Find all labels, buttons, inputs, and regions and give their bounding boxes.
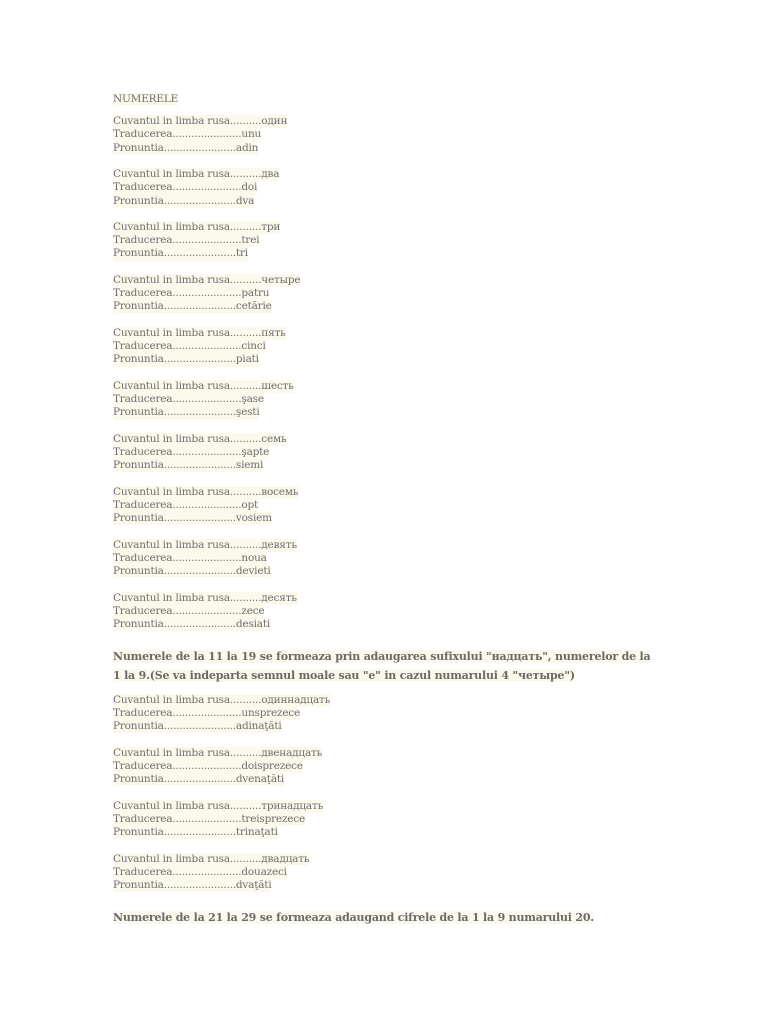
pronunciation-line: [113, 826, 278, 839]
translation-line: [113, 552, 267, 565]
translation-line-value: unu: [241, 128, 262, 141]
word-line: [113, 221, 280, 234]
word-line: [113, 327, 286, 340]
translation-line-label: Traducerea......................: [113, 865, 242, 878]
translation-line-label: Traducerea......................: [113, 604, 242, 617]
translation-line: [113, 446, 269, 459]
pronunciation-line-label: Pronuntia.......................: [113, 618, 236, 631]
pronunciation-line: [113, 195, 254, 208]
translation-line-label: Traducerea......................: [113, 812, 242, 825]
number-entry: [113, 694, 673, 734]
word-line-label: Cuvantul in limba rusa..........: [113, 693, 262, 706]
word-line: [113, 747, 322, 760]
pronunciation-line: [113, 512, 272, 525]
word-line-label: Cuvantul in limba rusa..........: [113, 485, 262, 498]
word-line-value: пять: [261, 327, 286, 339]
translation-line: [113, 287, 269, 300]
word-line-label: Cuvantul in limba rusa..........: [113, 274, 262, 287]
translation-line-value: opt: [241, 499, 259, 512]
note-11-19-container: [113, 645, 658, 683]
translation-line-label: Traducerea......................: [113, 759, 242, 772]
note-11-19: Numerele de la 11 la 19 se formeaza prin adaugarea sufixului "надцать", numerelor de la 1 la 9.(Se va indeparta semnul moale sau "e" in cazul numarului 4 "четыре"): [113, 649, 651, 682]
word-line: [113, 380, 294, 393]
word-line: [113, 168, 279, 181]
translation-line: [113, 234, 259, 247]
pronunciation-line-value: desiati: [235, 618, 271, 631]
pronunciation-line-value: tri: [235, 247, 248, 260]
pronunciation-line: [113, 879, 271, 892]
pronunciation-line-value: dva: [235, 194, 255, 207]
translation-line-label: Traducerea......................: [113, 393, 242, 406]
pronunciation-line-label: Pronuntia.......................: [113, 720, 236, 733]
word-line: [113, 694, 330, 707]
pronunciation-line: [113, 720, 282, 733]
note-21-29-container: [113, 906, 673, 925]
word-line-value: одиннадцать: [261, 693, 331, 706]
word-line-label: Cuvantul in limba rusa..........: [113, 168, 262, 181]
pronunciation-line-label: Pronuntia.......................: [113, 406, 236, 419]
pronunciation-line: [113, 773, 284, 786]
pronunciation-line-label: Pronuntia.......................: [113, 826, 236, 838]
pronunciation-line: [113, 459, 263, 472]
number-entry: [113, 433, 673, 473]
translation-line-label: Traducerea......................: [113, 446, 242, 459]
word-line: [113, 853, 309, 866]
word-line-label: Cuvantul in limba rusa..........: [113, 327, 262, 339]
word-line: [113, 800, 323, 813]
word-line-value: десять: [261, 591, 297, 604]
translation-line-value: şase: [241, 393, 264, 406]
word-line-label: Cuvantul in limba rusa..........: [113, 538, 262, 551]
number-entry: [113, 853, 673, 893]
pronunciation-line-label: Pronuntia.......................: [113, 247, 236, 260]
word-line: [113, 115, 287, 128]
pronunciation-line-value: vosiem: [235, 512, 272, 525]
translation-line-label: Traducerea......................: [113, 340, 242, 353]
translation-line: [113, 866, 287, 879]
word-line-value: три: [261, 221, 281, 234]
translation-line: [113, 340, 266, 353]
number-entry: [113, 380, 673, 420]
translation-line-value: şapte: [241, 446, 270, 459]
pronunciation-line-label: Pronuntia.......................: [113, 194, 236, 207]
word-line-label: Cuvantul in limba rusa..........: [113, 432, 262, 445]
translation-line: [113, 707, 300, 720]
pronunciation-line: [113, 565, 271, 578]
translation-line-value: cinci: [241, 340, 266, 353]
pronunciation-line-value: adin: [235, 141, 259, 154]
translation-line-value: douazeci: [241, 865, 287, 878]
number-entry: [113, 168, 673, 208]
pronunciation-line-label: Pronuntia.......................: [113, 512, 236, 525]
number-entry: [113, 486, 673, 526]
document-content: [113, 93, 673, 925]
pronunciation-line: [113, 142, 258, 155]
pronunciation-line-value: dvaţăti: [235, 878, 272, 891]
translation-line-value: unsprezece: [241, 706, 301, 719]
word-line-value: два: [261, 168, 280, 181]
translation-line-label: Traducerea......................: [113, 499, 242, 512]
word-line-label: Cuvantul in limba rusa..........: [113, 221, 262, 234]
pronunciation-line-label: Pronuntia.......................: [113, 878, 236, 891]
pronunciation-line-value: dvenaţăti: [235, 773, 285, 786]
pronunciation-line-label: Pronuntia.......................: [113, 459, 236, 472]
word-line-label: Cuvantul in limba rusa..........: [113, 379, 262, 392]
translation-line: [113, 499, 258, 512]
pronunciation-line: [113, 618, 270, 631]
translation-line-label: Traducerea......................: [113, 128, 242, 141]
pronunciation-line-label: Pronuntia.......................: [113, 773, 236, 786]
translation-line-value: noua: [241, 552, 267, 564]
word-line-value: девять: [261, 538, 297, 551]
number-entry: [113, 539, 673, 579]
note-21-29: Numerele de la 21 la 29 se formeaza adaugand cifrele de la 1 la 9 numarului 20.: [113, 910, 594, 924]
pronunciation-line-label: Pronuntia.......................: [113, 300, 236, 313]
word-line-label: Cuvantul in limba rusa..........: [113, 115, 262, 128]
translation-line-value: trei: [241, 234, 260, 247]
word-line-value: четыре: [261, 274, 301, 287]
translation-line-value: zece: [241, 604, 265, 617]
word-line-label: Cuvantul in limba rusa..........: [113, 746, 262, 759]
word-line-value: один: [261, 115, 288, 128]
pronunciation-line: [113, 353, 259, 366]
translation-line-value: doisprezece: [241, 759, 303, 772]
number-entry: [113, 592, 673, 632]
number-entry: [113, 221, 673, 261]
word-line: [113, 486, 298, 499]
pronunciation-line: [113, 406, 259, 419]
word-line: [113, 274, 300, 287]
translation-line-label: Traducerea......................: [113, 234, 242, 247]
pronunciation-line-value: devieti: [235, 565, 271, 578]
number-entry: [113, 274, 673, 314]
translation-line: [113, 813, 305, 826]
pronunciation-line: [113, 247, 248, 260]
translation-line-label: Traducerea......................: [113, 287, 242, 300]
translation-line-value: treisprezece: [241, 812, 305, 825]
pronunciation-line-value: piati: [235, 353, 259, 366]
word-line: [113, 592, 297, 605]
number-entry: [113, 800, 673, 840]
translation-line: [113, 181, 257, 194]
word-line-value: двенадцать: [261, 746, 323, 759]
word-line-value: тринадцать: [261, 799, 324, 812]
translation-line-value: doi: [241, 181, 258, 194]
translation-line-label: Traducerea......................: [113, 552, 242, 564]
page-title: NUMERELE: [113, 93, 179, 105]
pronunciation-line-value: şesti: [235, 406, 260, 419]
numbers-1-10-list: [113, 115, 673, 631]
number-entry: [113, 747, 673, 787]
pronunciation-line-value: siemi: [235, 459, 264, 472]
translation-line-label: Traducerea......................: [113, 181, 242, 194]
translation-line: [113, 128, 261, 141]
numbers-11-20-list: [113, 694, 673, 892]
word-line-value: шесть: [261, 379, 294, 392]
translation-line-value: patru: [241, 287, 270, 300]
pronunciation-line-label: Pronuntia.......................: [113, 565, 236, 578]
word-line-label: Cuvantul in limba rusa..........: [113, 799, 262, 812]
translation-line: [113, 760, 303, 773]
translation-line-label: Traducerea......................: [113, 706, 242, 719]
word-line-value: восемь: [261, 485, 299, 498]
pronunciation-line: [113, 300, 272, 313]
number-entry: [113, 115, 673, 155]
word-line-value: двадцать: [261, 852, 310, 865]
pronunciation-line-value: cetărie: [235, 300, 272, 313]
number-entry: [113, 327, 673, 367]
pronunciation-line-label: Pronuntia.......................: [113, 353, 236, 366]
word-line: [113, 433, 286, 446]
pronunciation-line-value: trinaţati: [235, 826, 278, 838]
pronunciation-line-value: adinaţăti: [235, 720, 282, 733]
translation-line: [113, 605, 264, 618]
word-line-label: Cuvantul in limba rusa..........: [113, 591, 262, 604]
pronunciation-line-label: Pronuntia.......................: [113, 141, 236, 154]
word-line-label: Cuvantul in limba rusa..........: [113, 852, 262, 865]
translation-line: [113, 393, 264, 406]
word-line: [113, 539, 297, 552]
word-line-value: семь: [261, 432, 287, 445]
